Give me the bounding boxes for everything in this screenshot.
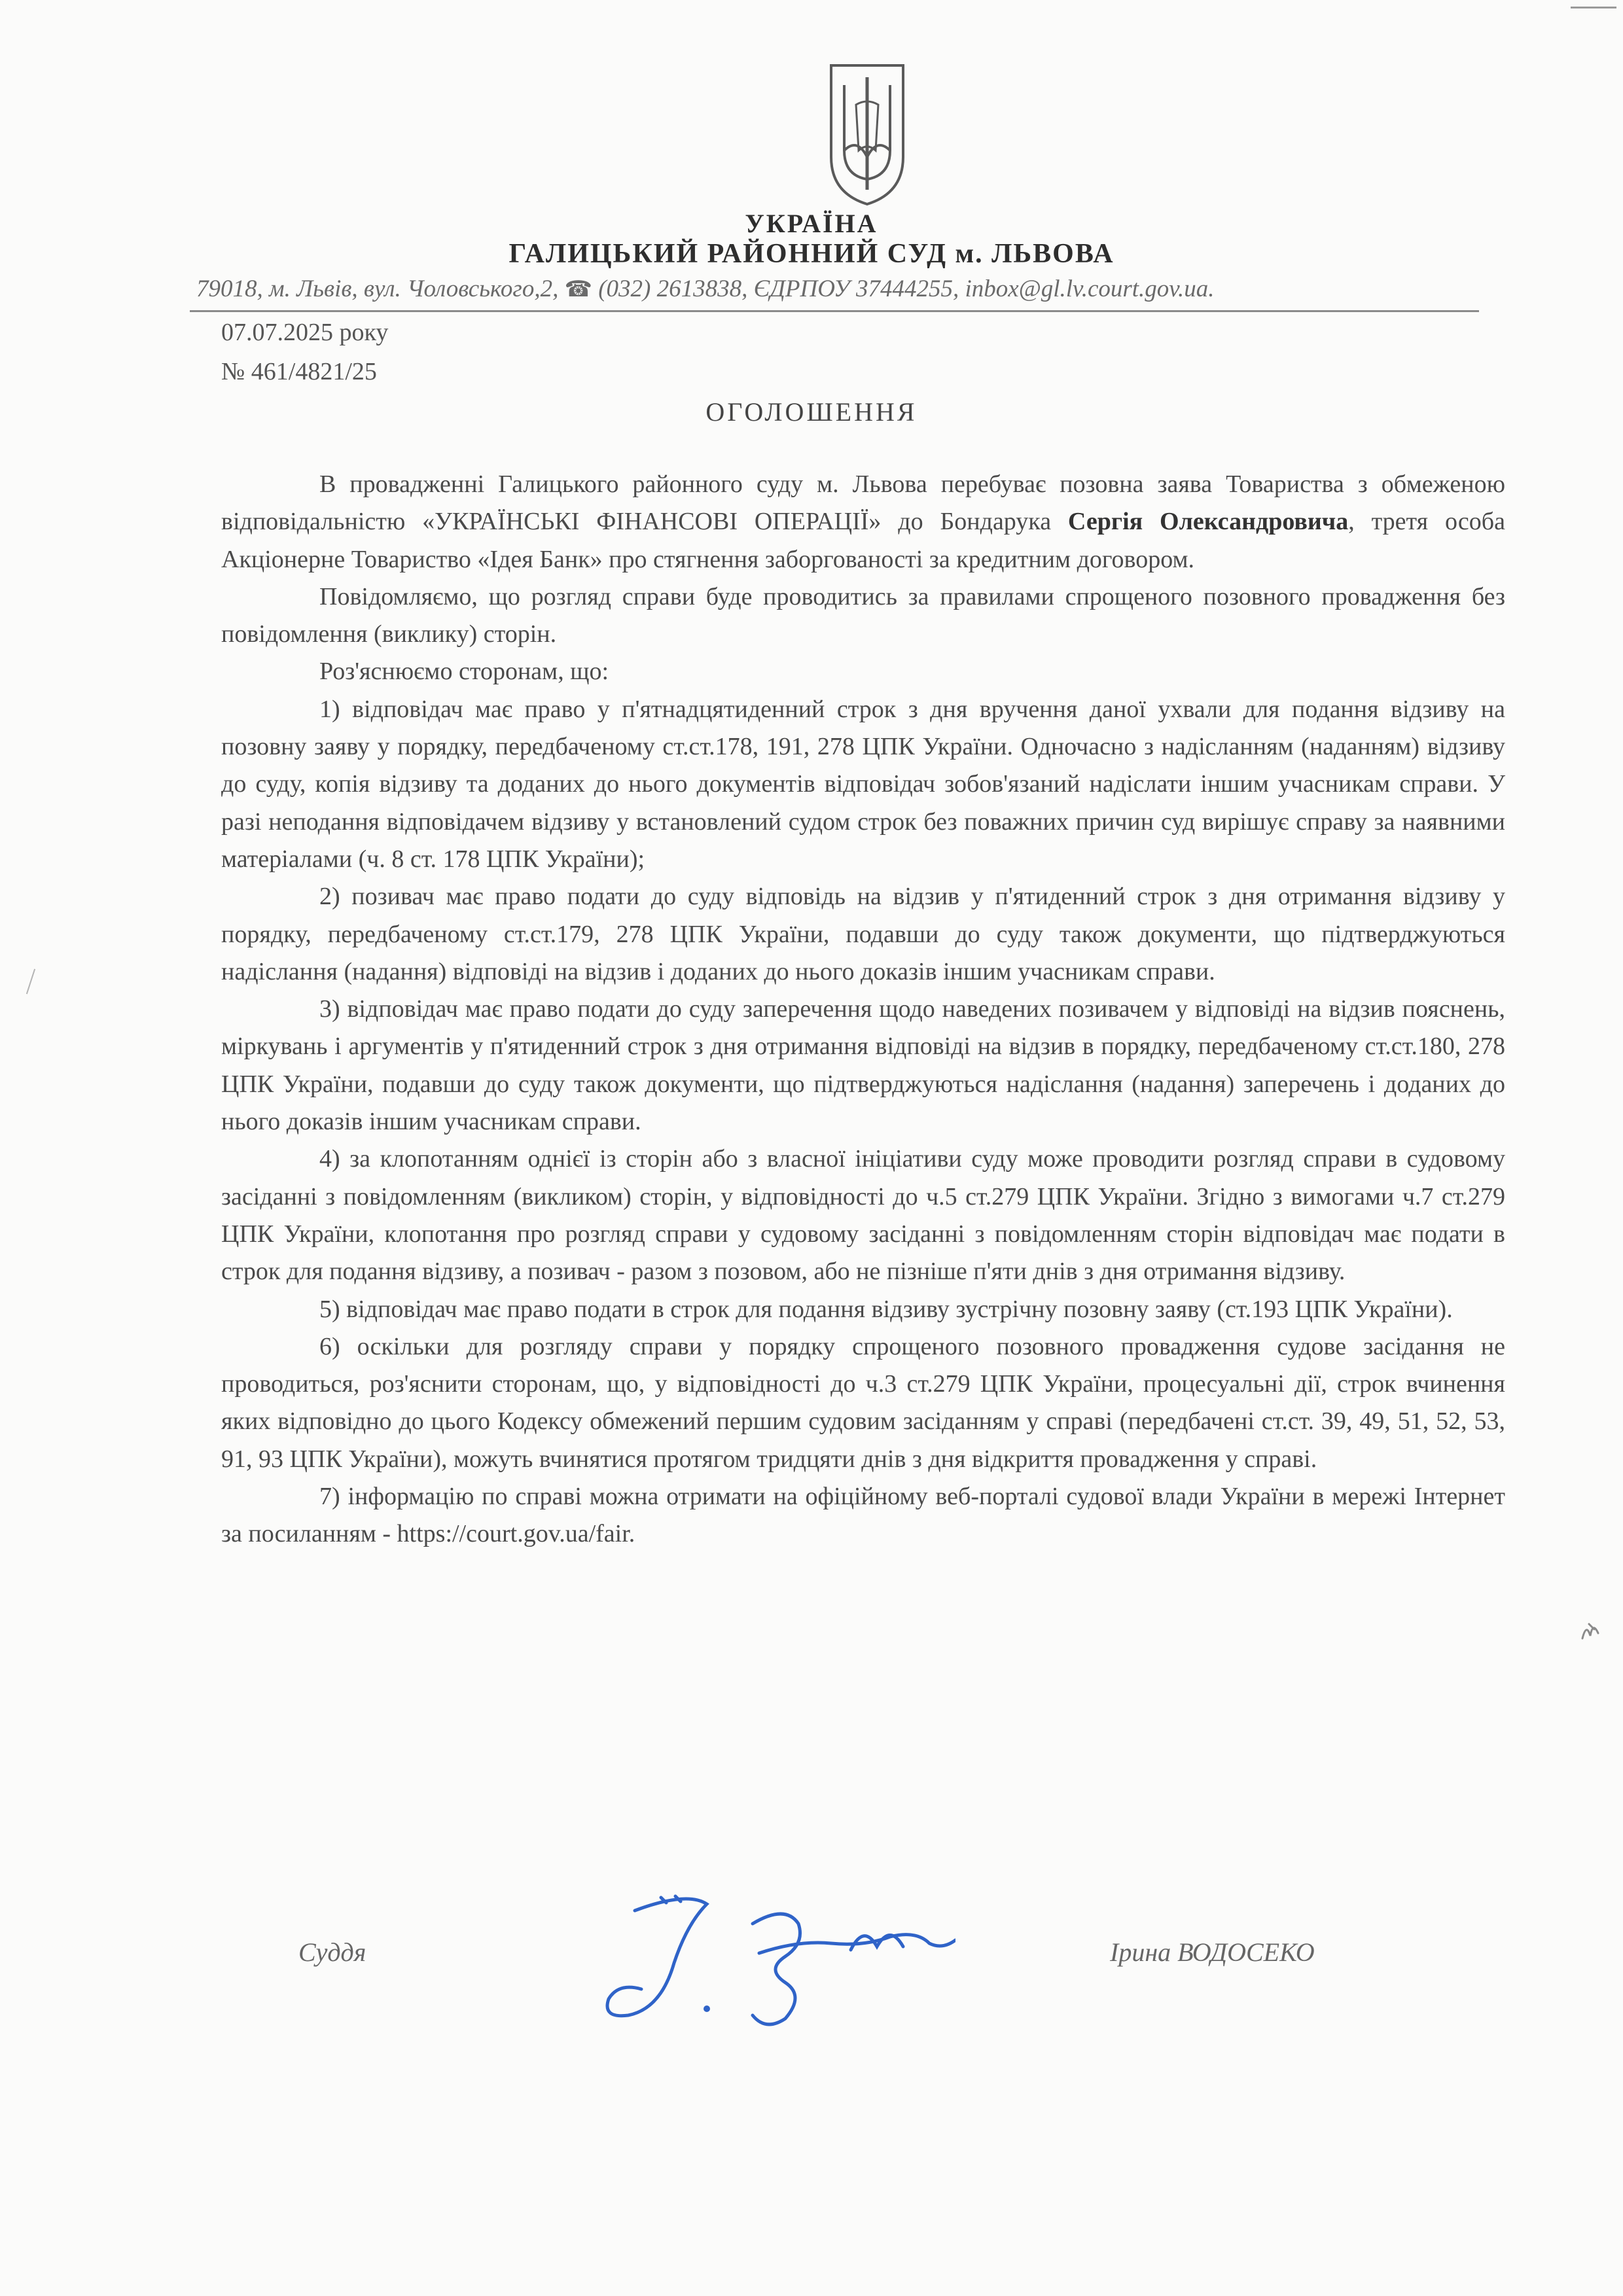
contacts-phone: (032) 2613838,	[598, 275, 748, 302]
header-contacts	[196, 275, 1214, 303]
list-item: 2) позивач має право подати до суду відповідь на відзив у п'ятиденний строк з дня отримання відзиву у порядку, передбаченому ст.ст.179, 278 ЦПК України, подавши до суду також документи, що підтверджуються надіслання (надання) відповіді на відзив і доданих до нього доказів іншим учасникам справи.	[221, 883, 1505, 985]
paragraph-claim: В провадженні Галицького районного суду м. Львова перебуває позовна заява Товариства з обмеженою відповідальністю «УКРАЇНСЬКІ ФІНАНСОВІ ОПЕРАЦІЇ» до Бондарука Сергія Олександровича, третя особа Акціонерне Товариство «Ідея Банк» про стягнення заборгованості за кредитним договором.	[221, 470, 1505, 573]
list-item: 1) відповідач має право у п'ятнадцятиденний строк з дня вручення даної ухвали для подання відзиву на позовну заяву у порядку, передбаченому ст.ст.178, 191, 278 ЦПК України. Одночасно з надісланням (наданням) відзиву до суду, копія відзиву та доданих до нього документів відповідач зобов'язаний надіслати іншим учасникам справи. У разі неподання відповідачем відзиву у встановлений судом строк без поважних причин суд вирішує справу за наявними матеріалами (ч. 8 ст. 178 ЦПК України);	[221, 695, 1505, 873]
contacts-edrpou: ЄДРПОУ 37444255,	[753, 275, 959, 302]
handwritten-signature-icon	[589, 1884, 955, 2035]
header-divider	[190, 310, 1479, 312]
list-item: 7) інформацію по справі можна отримати на офіційному веб-порталі судової влади України в мережі Інтернет за посиланням - https://court.gov.ua/fair.	[221, 1483, 1505, 1548]
signatory-name: Ірина ВОДОСЕКО	[1110, 1937, 1315, 1967]
paragraph-explanation-intro: Роз'яснюємо сторонам, що:	[319, 658, 609, 686]
scan-mark	[1571, 7, 1616, 9]
contacts-address: 79018, м. Львів, вул. Чоловського,2,	[196, 275, 559, 302]
header-court-name: ГАЛИЦЬКИЙ РАЙОННИЙ СУД м. ЛЬВОВА	[508, 239, 1115, 269]
list-item: 3) відповідач має право подати до суду заперечення щодо наведених позивачем у відповіді на відзив пояснень, міркувань і аргументів у п'ятиденний строк з дня отримання відповіді на відзив в порядку, передбаченому ст.ст.180, 278 ЦПК України, подавши до суду також документи, що підтверджуються надіслання (надання) заперечень і доданих до нього доказів іншим учасникам справи.	[221, 995, 1505, 1136]
scan-scribble-icon	[1577, 1616, 1603, 1642]
document-date: 07.07.2025 року	[221, 319, 389, 346]
list-item: 4) за клопотанням однієї із сторін або з власної ініціативи суду може проводити розгляд справи в судовому засіданні з повідомленням (викликом) сторін, у відповідності до ч.5 ст.279 ЦПК України. Згідно з вимогами ч.7 ст.279 ЦПК України, клопотання про розгляд справи у судовому засіданні з повідомленням сторін відповідач має подати в строк для подання відзиву, а позивач - разом з позовом, або не пізніше п'яти днів з дня отримання відзиву.	[221, 1145, 1505, 1286]
list-item: 5) відповідач має право подати в строк для подання відзиву зустрічну позовну заяву (ст.193 ЦПК України).	[319, 1295, 1453, 1323]
document-title: ОГОЛОШЕННЯ	[705, 397, 918, 427]
scan-mark	[26, 969, 35, 995]
case-number: № 461/4821/25	[221, 358, 377, 385]
trident-emblem-icon	[818, 59, 916, 209]
header-country: УКРАЇНА	[745, 209, 878, 238]
telephone-icon: ☎	[564, 277, 592, 302]
defendant-name-bold: Сергія Олександровича	[1067, 508, 1349, 536]
document-body	[221, 466, 1505, 1553]
paragraph-procedure: Повідомляємо, що розгляд справи буде проводитись за правилами спрощеного позовного провадження без повідомлення (виклику) сторін.	[221, 582, 1505, 648]
list-item: 6) оскільки для розгляду справи у порядку спрощеного позовного провадження судове засідання не проводиться, роз'яснити сторонам, що, у відповідності до ч.3 ст.279 ЦПК України, процесуальні дії, строк вчинення яких відповідно до цього Кодексу обмежений першим судовим засіданням у справі (передбачені ст.ст. 39, 49, 51, 52, 53, 91, 93 ЦПК України), можуть вчинятися протягом тридцяти днів з дня відкриття провадження у справі.	[221, 1332, 1505, 1473]
signatory-role: Суддя	[298, 1937, 366, 1967]
contacts-email: inbox@gl.lv.court.gov.ua.	[965, 275, 1215, 302]
